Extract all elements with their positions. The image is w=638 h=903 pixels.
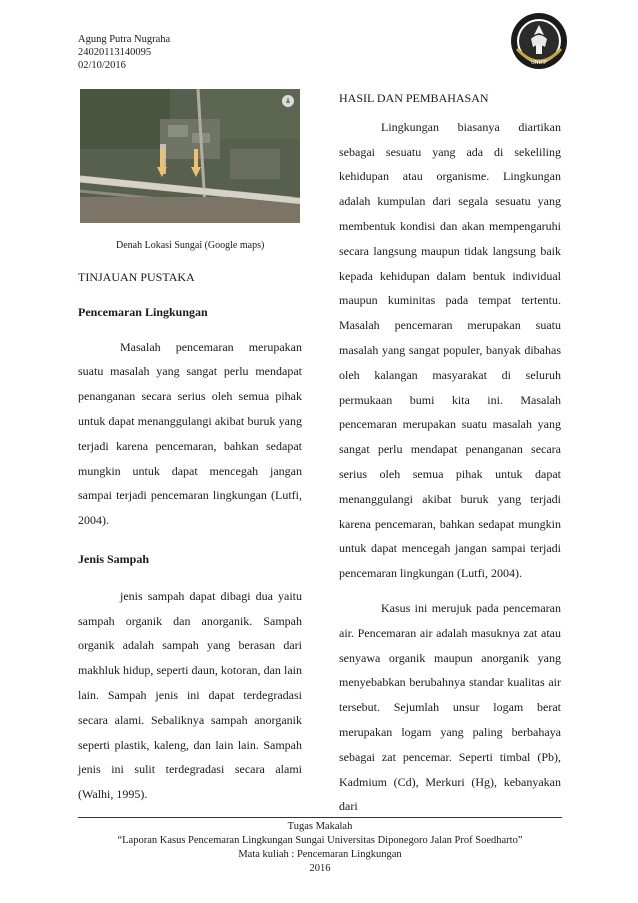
subsection-title-pencemaran: Pencemaran Lingkungan: [78, 304, 208, 319]
right-column: [339, 86, 561, 819]
footer-line-1: Tugas Makalah: [287, 821, 353, 832]
section-title-hasil: HASIL DAN PEMBAHASAN: [339, 91, 489, 105]
page-header: [78, 33, 170, 72]
page-footer: [60, 820, 580, 876]
location-map-image: [80, 89, 300, 223]
footer-line-2: “Laporan Kasus Pencemaran Lingkungan Sungai Universitas Diponegoro Jalan Prof Soedharto”: [117, 835, 523, 846]
footer-line-4: 2016: [309, 863, 331, 874]
paragraph-pencemaran: Masalah pencemaran merupakan suatu masalah yang sangat perlu mendapat penanganan secara serius oleh semua pihak untuk dapat menanggulangi akibat buruk yang terjadi karena pencemaran, bahkan sedapat mungkin untuk dapat mencegah jangan sampai terjadi pencemaran lingkungan (Lutfi, 2004).: [78, 339, 302, 528]
footer-line-3: Mata kuliah : Pencemaran Lingkungan: [238, 849, 402, 860]
paragraph-lingkungan: Lingkungan biasanya diartikan sebagai sesuatu yang ada di sekeliling kehidupan atau organisme. Lingkungan adalah kumpulan dari segala sesuatu yang membentuk kondisi dan akan mempengaruhi secara langsung maupun tidak langsung baik kepada kehidupan dalam bentuk individual maupun kuminitas pada tempat tertentu. Masalah pencemaran merupakan suatu masalah yang sangat populer, banyak dibahas oleh kalangan masyarakat di seluruh permukaan bumi kita ini. Masalah pencemaran merupakan suatu masalah yang sangat perlu mendapat penanganan secara serius oleh semua pihak untuk dapat menanggulangi akibat buruk yang terjadi karena pencemaran, bahkan sedapat mungkin untuk dapat mencegah jangan sampai terjadi pencemaran lingkungan (Lutfi, 2004).: [339, 119, 561, 581]
section-title-tinjauan: TINJAUAN PUSTAKA: [78, 270, 195, 284]
figure-caption: Denah Lokasi Sungai (Google maps): [116, 240, 265, 251]
student-id: 24020113140095: [78, 47, 152, 58]
seal-text: UNDIP: [531, 60, 547, 66]
document-date: 02/10/2016: [78, 60, 126, 71]
footer-divider: [78, 817, 562, 818]
paragraph-jenis-sampah: jenis sampah dapat dibagi dua yaitu sampah organik dan anorganik. Sampah organik adalah sampah yang berasan dari makhluk hidup, seperti daun, kotoran, dan lain lain. Sampah jenis ini dapat terdegradasi secara alami. Sebaliknya sampah anorganik seperti plastik, kaleng, dan lain lain. Sampah jenis ini sulit terdegradasi secara alami (Walhi, 1995).: [78, 588, 302, 802]
university-seal-icon: [509, 11, 569, 71]
left-column: [78, 265, 302, 807]
author-name: Agung Putra Nugraha: [78, 34, 171, 45]
subsection-title-jenis-sampah: Jenis Sampah: [78, 551, 150, 566]
paragraph-kasus: Kasus ini merujuk pada pencemaran air. Pencemaran air adalah masuknya zat atau senyawa organik maupun anorganik yang menyebabkan berubahnya standar kualitas air tersebut. Sejumlah unsur logam berat merupakan logam yang paling berbahaya sebagai zat pencemar. Seperti timbal (Pb), Kadmium (Cd), Merkuri (Hg), kebanyakan dari: [339, 600, 561, 814]
